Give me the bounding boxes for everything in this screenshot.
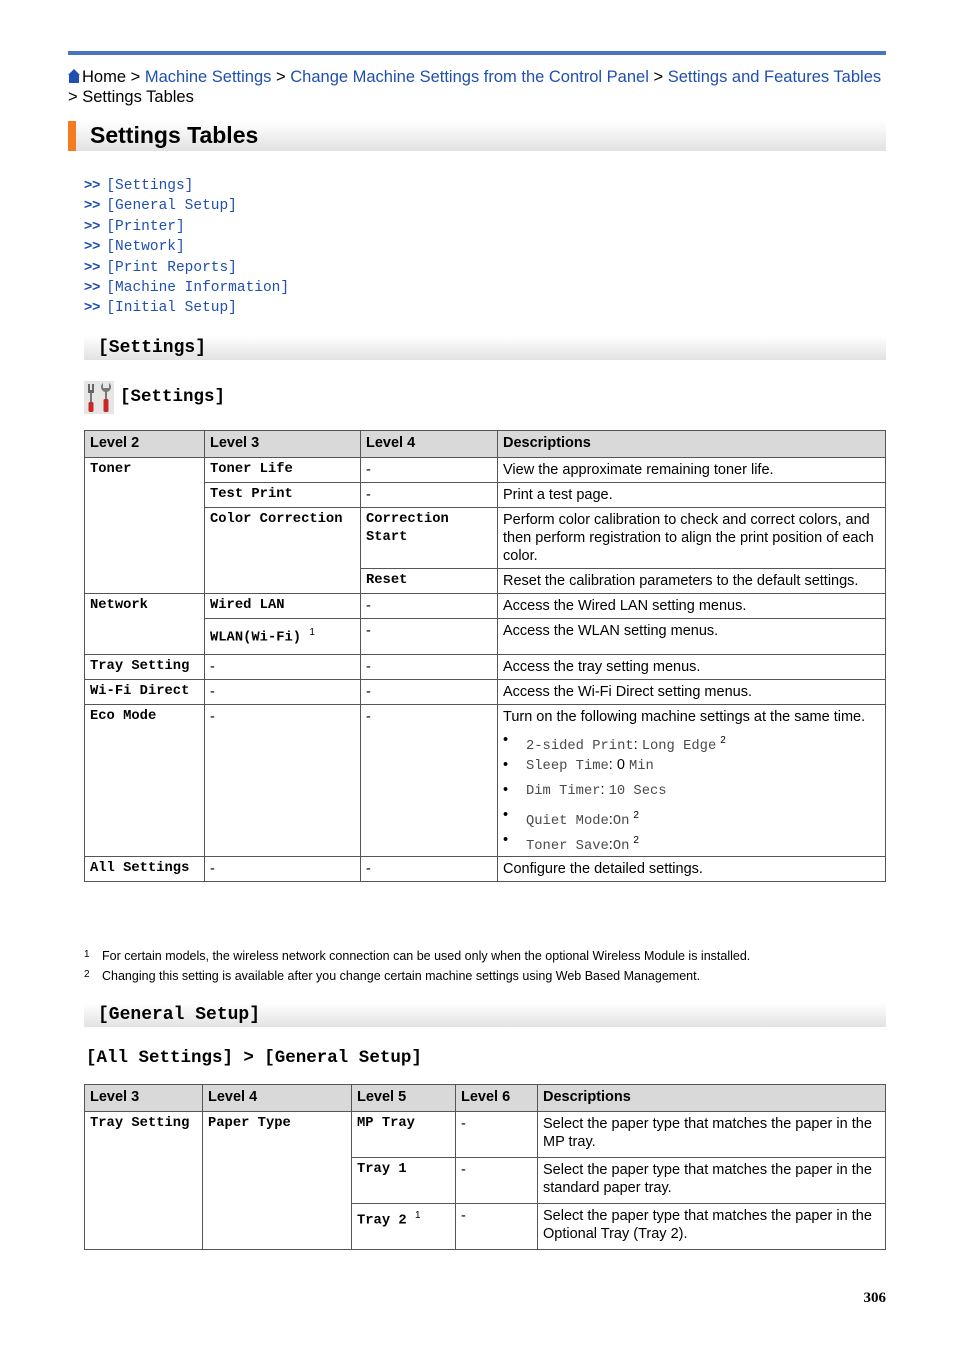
cell-level5: Tray 1 [352, 1158, 456, 1204]
cell-level4: Correction Start [361, 508, 498, 569]
cell-level5 [352, 1204, 456, 1250]
cell-level3 [205, 619, 361, 655]
cell-level3: Wired LAN [205, 594, 361, 619]
cell-description: Access the WLAN setting menus. [498, 619, 886, 655]
menu-path-part: [All Settings] [86, 1048, 234, 1068]
setting-value: On [612, 838, 630, 854]
cell-level3: Color Correction [205, 508, 361, 594]
cell-level4: - [361, 654, 498, 679]
footnote-ref[interactable]: 1 [309, 627, 315, 638]
breadcrumb [68, 67, 886, 107]
table-row [85, 619, 886, 655]
page-title: Settings Tables [90, 122, 259, 148]
cell-level5-text: Tray 2 [357, 1213, 407, 1229]
cell-description: Select the paper type that matches the paper in the standard paper tray. [538, 1158, 886, 1204]
column-header: Level 4 [203, 1085, 352, 1112]
footnote-text: For certain models, the wireless network connection can be used only when the optional Wireless Module is installed. [102, 949, 751, 963]
cell-level6: - [456, 1112, 538, 1158]
footnote-number: 1 [84, 949, 90, 960]
section-title: [General Setup] [98, 1005, 261, 1025]
cell-level4: Paper Type [203, 1112, 352, 1250]
list-item [503, 778, 881, 803]
table-row [85, 856, 886, 881]
toc-link-general-setup[interactable]: [General Setup] [106, 198, 237, 215]
table-row [85, 483, 886, 508]
cell-level6: - [456, 1158, 538, 1204]
toc-link-print-reports[interactable]: [Print Reports] [106, 259, 237, 276]
separator: : [600, 781, 605, 798]
cell-level3: Test Print [205, 483, 361, 508]
cell-level4: - [361, 679, 498, 704]
table-row [85, 679, 886, 704]
cell-level3: Tray Setting [85, 1112, 203, 1250]
breadcrumb-current: Settings Tables [82, 88, 194, 106]
cell-description: Print a test page. [498, 483, 886, 508]
cell-level2: Tray Setting [85, 654, 205, 679]
table-of-contents [84, 174, 289, 317]
toc-arrow: >> [84, 237, 101, 254]
footnote-text: Changing this setting is available after you change certain machine settings using Web Based Management. [102, 969, 701, 983]
toc-arrow: >> [84, 196, 101, 213]
column-header: Descriptions [538, 1085, 886, 1112]
column-header: Level 6 [456, 1085, 538, 1112]
table-header-row [85, 431, 886, 458]
breadcrumb-machine-settings[interactable]: Machine Settings [144, 68, 272, 86]
toc-link-settings[interactable]: [Settings] [106, 178, 194, 194]
table-row [85, 1112, 886, 1158]
toc-arrow: >> [84, 176, 101, 192]
footnote-ref[interactable]: 2 [720, 734, 726, 746]
cell-level2: Toner [85, 458, 205, 594]
setting-value: 0 [616, 756, 625, 773]
footnote-number: 2 [84, 969, 90, 980]
cell-level3: - [205, 856, 361, 881]
top-rule [68, 51, 886, 55]
cell-level2: Network [85, 594, 205, 655]
list-item [503, 753, 881, 778]
table-row [85, 704, 886, 856]
breadcrumb-separator: > [130, 68, 141, 86]
toc-arrow: >> [84, 298, 101, 315]
list-item [503, 803, 881, 828]
cell-description: Select the paper type that matches the paper in the Optional Tray (Tray 2). [538, 1204, 886, 1250]
cell-level2: Eco Mode [85, 704, 205, 856]
cell-description [498, 704, 886, 856]
breadcrumb-separator: > [653, 68, 664, 86]
table-row [85, 594, 886, 619]
cell-description: Select the paper type that matches the paper in the MP tray. [538, 1112, 886, 1158]
column-header: Level 5 [352, 1085, 456, 1112]
cell-description: Configure the detailed settings. [498, 856, 886, 881]
table-header-row [85, 1085, 886, 1112]
setting-name: Toner Save [526, 838, 609, 854]
setting-name: Sleep Time [526, 758, 609, 774]
cell-level3: - [205, 679, 361, 704]
setting-name: Quiet Mode [526, 813, 609, 829]
setting-name: 2-sided Print [526, 738, 634, 754]
column-header: Descriptions [498, 431, 886, 458]
page-number: 306 [863, 1290, 886, 1306]
tools-icon [84, 381, 114, 414]
breadcrumb-settings-features-tables[interactable]: Settings and Features Tables [667, 68, 882, 86]
footnote-ref[interactable]: 2 [633, 834, 639, 846]
cell-level3: Toner Life [205, 458, 361, 483]
setting-value: On [612, 813, 630, 829]
cell-level4: - [361, 594, 498, 619]
table-row [85, 654, 886, 679]
list-item [503, 828, 881, 853]
settings-table [84, 430, 886, 882]
table-row [85, 458, 886, 483]
setting-name: Dim Timer [526, 783, 601, 799]
cell-description: Access the tray setting menus. [498, 654, 886, 679]
cell-level4: - [361, 458, 498, 483]
cell-level3: - [205, 654, 361, 679]
section-header-settings [84, 336, 886, 360]
toc-link-initial-setup[interactable]: [Initial Setup] [106, 300, 237, 317]
toc-arrow: >> [84, 257, 101, 274]
cell-level4: - [361, 619, 498, 655]
footnote-ref[interactable]: 1 [414, 1210, 421, 1221]
cell-level3: - [205, 704, 361, 856]
breadcrumb-separator: > [276, 68, 286, 86]
setting-value: Long Edge [641, 738, 717, 754]
footnote [84, 969, 700, 983]
cell-level3-text: WLAN(Wi-Fi) [210, 630, 302, 646]
footnote [84, 949, 750, 963]
page-title-bar [68, 121, 886, 151]
cell-description: Reset the calibration parameters to the default settings. [498, 569, 886, 594]
breadcrumb-change-machine-settings[interactable]: Change Machine Settings from the Control Panel [290, 68, 649, 86]
footnote-ref[interactable]: 2 [633, 809, 639, 821]
toc-link-printer[interactable]: [Printer] [106, 218, 185, 235]
breadcrumb-separator: > [68, 88, 78, 106]
cell-level4: - [361, 704, 498, 856]
eco-settings-list [503, 728, 881, 853]
cell-level4: - [361, 483, 498, 508]
cell-level2: Wi-Fi Direct [85, 679, 205, 704]
general-setup-table [84, 1084, 886, 1250]
table-row [85, 508, 886, 569]
breadcrumb-home[interactable]: Home [82, 68, 127, 86]
cell-level2: All Settings [85, 856, 205, 881]
cell-level5: MP Tray [352, 1112, 456, 1158]
cell-description: Access the Wi-Fi Direct setting menus. [498, 679, 886, 704]
column-header: Level 2 [85, 431, 205, 458]
cell-level6: - [456, 1204, 538, 1250]
setting-unit: Min [628, 758, 654, 774]
description-text: Turn on the following machine settings at the same time. [503, 708, 866, 725]
column-header: Level 4 [361, 431, 498, 458]
separator: : [608, 811, 613, 828]
column-header: Level 3 [85, 1085, 203, 1112]
cell-level4: Reset [361, 569, 498, 594]
cell-description: Access the Wired LAN setting menus. [498, 594, 886, 619]
separator: : [633, 736, 638, 753]
list-item [503, 728, 881, 753]
toc-arrow: >> [84, 277, 101, 294]
column-header: Level 3 [205, 431, 361, 458]
separator: : [608, 836, 613, 853]
section-title: [Settings] [98, 338, 207, 358]
menu-path-separator: > [243, 1046, 254, 1066]
toc-arrow: >> [84, 216, 101, 233]
setting-value: 10 Secs [608, 783, 667, 799]
section-header-general-setup [84, 1003, 886, 1027]
subsection-title: [Settings] [120, 387, 226, 407]
menu-path-part: [General Setup] [264, 1048, 422, 1068]
title-accent [68, 121, 76, 151]
toc-link-machine-information[interactable]: [Machine Information] [106, 279, 290, 296]
home-icon[interactable] [68, 69, 80, 83]
cell-description: View the approximate remaining toner life. [498, 458, 886, 483]
toc-link-network[interactable]: [Network] [106, 239, 185, 256]
separator: : [608, 756, 613, 773]
cell-description: Perform color calibration to check and correct colors, and then perform registration to align the print position of each color. [498, 508, 886, 569]
menu-path [86, 1046, 422, 1068]
cell-level4: - [361, 856, 498, 881]
